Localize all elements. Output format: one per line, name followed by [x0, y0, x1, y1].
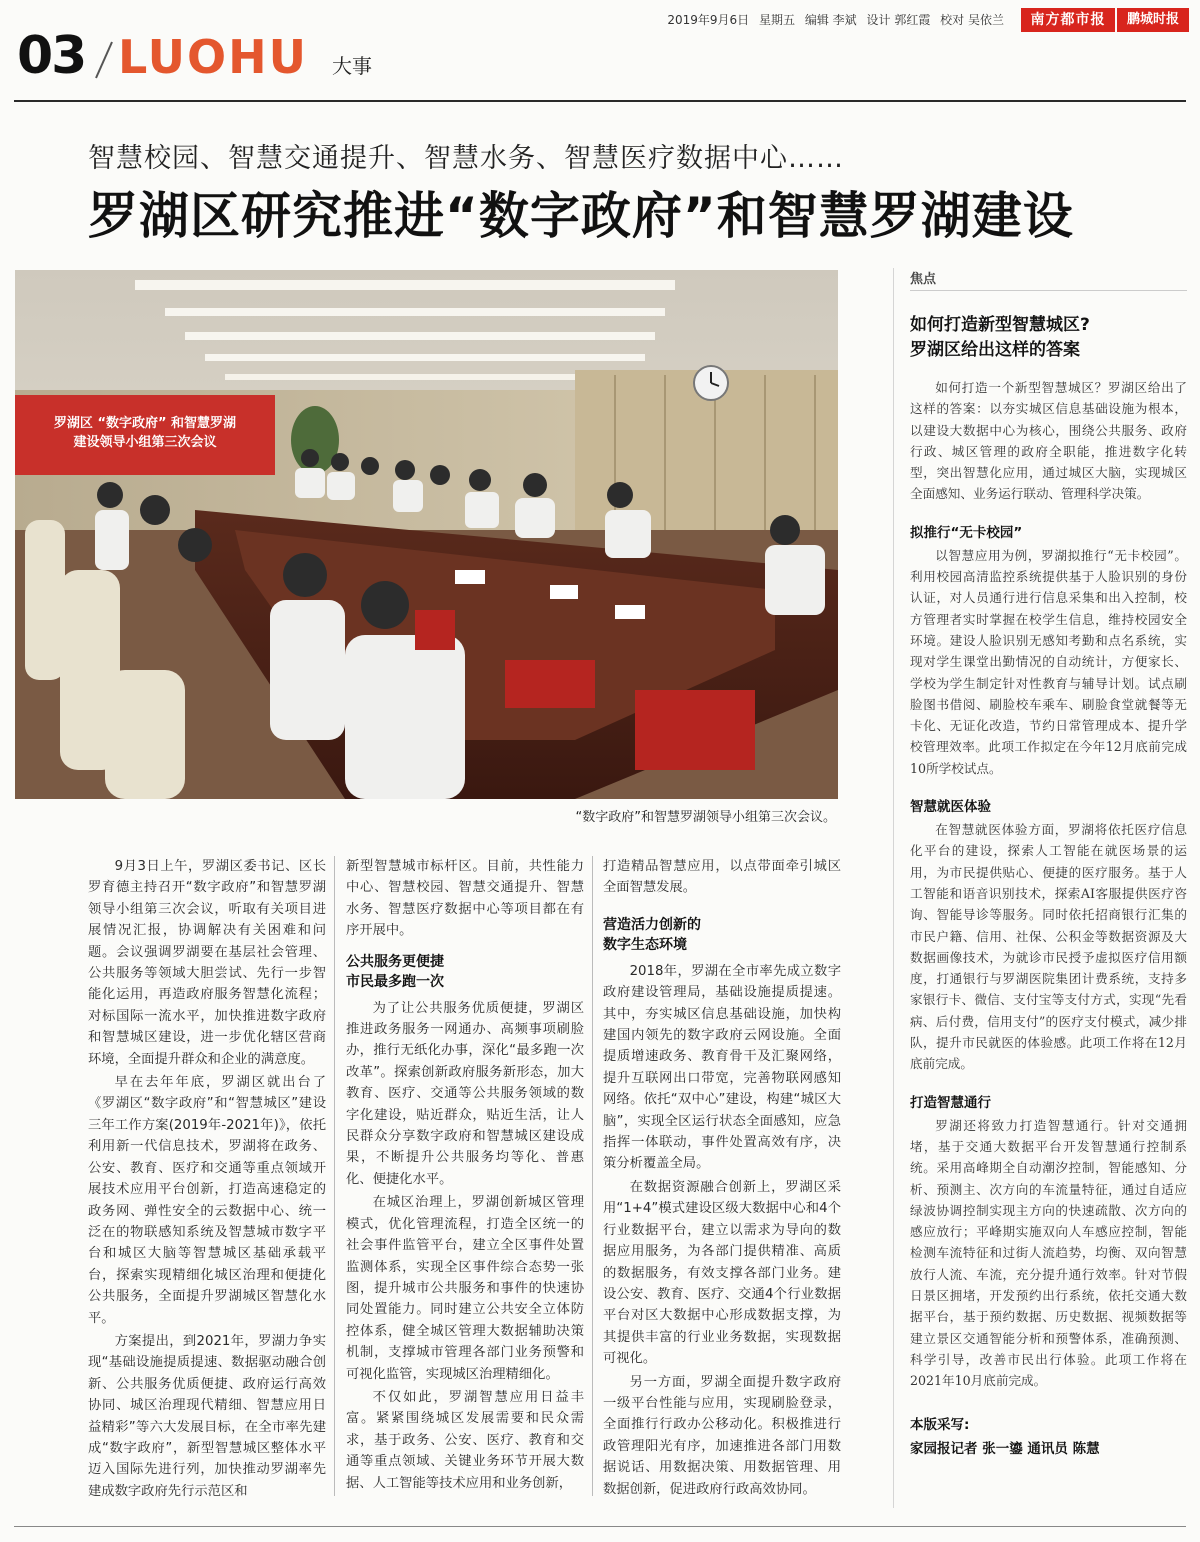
paragraph: 早在去年年底，罗湖区就出台了《罗湖区“数字政府”和“智慧城区”建设三年工作方案(2019年-2021年)》，依托利用新一代信息技术，罗湖将在政务、公安、教育、医疗和交通等重点领域开展技术应用平台创新，打造高速稳定的政务网、弹性安全的云数据中心、统一泛在的物联感知系统及智慧城市数字平台和城区大脑等智慧城区基础承载平台，探索实现精细化城区治理和便捷化公共服务，全面提升罗湖城区智慧化水平。 [88, 1075, 326, 1326]
heading-line: 营造活力创新的 [603, 916, 701, 933]
article-column-1 [88, 856, 326, 1504]
paragraph: 2018年，罗湖在全市率先成立数字政府建设管理局，基础设施提质提速。其中，夯实城区信息基础设施，加快构建国内领先的数字政府云网设施。全面提质增速政务、教育骨干及汇聚网络，提升互联网出口带宽，完善物联网感知网络。依托“双中心”建设，构建“城区大脑”，实现全区运行状态全面感知，应急指挥一体联动，事件处置高效有序，决策分析覆盖全局。 [603, 963, 841, 1172]
masthead-bar [0, 0, 1200, 34]
sidebar-paragraph: 以智慧应用为例，罗湖拟推行“无卡校园”。利用校园高清监控系统提供基于人脸识别的身份认证，对人员通行进行信息采集和出入控制，校方管理者实时掌握在校学生信息，维持校园安全环境。建设人脸识别无感知考勤和点名系统，实现对学生课堂出勤情况的自动统计，方便家长、学校为学生制定针对性教育与辅导计划。试点刷脸图书借阅、刷脸校车乘车、刷脸食堂就餐等无卡化、无证化改造，节约日常管理成本、提升学校管理效率。此项工作拟定在今年12月底前完成10所学校试点。 [910, 547, 1187, 776]
paragraph: 新型智慧城市标杆区。目前，共性能力中心、智慧校园、智慧交通提升、智慧水务、智慧医疗数据中心等项目都在有序开展中。 [346, 859, 584, 939]
article-column-3 [603, 856, 841, 1502]
paragraph: 方案提出，到2021年，罗湖力争实现“基础设施提质提速、数据驱动融合创新、公共服务优质便捷、政府运行高效协同、城区治理现代精细、智慧应用日益精彩”等六大发展目标，在全市率先建成“数字政府”，新型智慧城区整体水平迈入国际先进行列，加快推动罗湖率先建成数字政府先行示范区和 [88, 1333, 326, 1499]
slash-divider-icon [92, 40, 114, 80]
section-name: LUOHU [118, 30, 308, 84]
paragraph: 在数据资源融合创新上，罗湖区采用“1+4”模式建设区级大数据中心和4个行业数据平台，建立以需求为导向的数据应用服务，为各部门提供精准、高质的数据服务，有效支撑各部门业务。建设公安、教育、医疗、交通4个行业数据平台对区大数据中心形成数据支撑，为其提供丰富的行业业务数据，实现数据可视化。 [603, 1179, 841, 1367]
issue-meta [661, 11, 1004, 28]
heading-line: 数字生态环境 [603, 936, 687, 953]
designer-credit: 设计 郭红霞 [866, 13, 931, 27]
photo-banner-line2: 建设领导小组第三次会议 [73, 435, 217, 450]
section-subtitle: 大事 [332, 54, 372, 78]
section-heading [346, 952, 584, 992]
paragraph: 不仅如此，罗湖智慧应用日益丰富。紧紧围绕城区发展需要和民众需求，基于政务、公安、医疗、教育和交通等重点领域、关键业务环节开展大数据、人工智能等技术应用和业务创新， [346, 1389, 584, 1491]
sidebar-title [910, 313, 1187, 363]
sidebar-paragraph: 在智慧就医体验方面，罗湖将依托医疗信息化平台的建设，探索人工智能在就医场景的运用，为市民提供贴心、便捷的医疗服务。基于人工智能和语音识别技术，探索AI客服提供医疗咨询、智能导诊等服务。同时依托招商银行汇集的市民户籍、信用、社保、公积金等数据资源及大数据画像技术，为就诊市民授予虚拟医疗信用额度，打通银行与罗湖医院集团计费系统，支持多家银行卡、微信、支付宝等支付方式，实现“先看病、后付费，信用支付”的医疗支付模式，减少排队，提升市民就医的体验感。此项工作将在12月底前完成。 [910, 822, 1187, 1072]
heading-line: 公共服务更便捷 [346, 953, 444, 970]
sidebar-tag: 焦点 [910, 272, 937, 287]
focus-sidebar [910, 268, 1187, 1457]
heading-line: 市民最多跑一次 [346, 973, 444, 990]
header-rule [14, 100, 1186, 102]
section-heading [603, 915, 841, 955]
photo-caption: “数字政府”和智慧罗湖领导小组第三次会议。 [575, 810, 836, 825]
issue-weekday: 星期五 [759, 13, 796, 27]
credits: 家园报记者 张一鎏 通讯员 陈慧 [910, 1441, 1100, 1458]
page-number: 03 [17, 26, 86, 86]
sidebar-divider [893, 268, 894, 1508]
paragraph: 在城区治理上，罗湖创新城区管理模式，优化管理流程，打造全区统一的社会事件监管平台，建立全区事件处置监测体系，实现全区事件综合态势一张图，提升城市公共服务和事件的快速协同处置能力。同时建立公共安全立体防控体系，健全城区管理大数据辅助决策机制，支撑城市管理各部门业务预警和可视化监管，实现城区治理精细化。 [346, 1195, 584, 1382]
brand-logo: 鹏城时报 [1117, 8, 1189, 32]
article-kicker: 智慧校园、智慧交通提升、智慧水务、智慧医疗数据中心…… [88, 143, 844, 174]
sidebar-paragraph: 罗湖还将致力打造智慧通行。针对交通拥堵，基于交通大数据平台开发智慧通行控制系统。采用高峰期全自动潮汐控制，智能感知、分析、预测主、次方向的车流量特征，通过自适应绿波协调控制实现主方向的快速疏散、次方向的感应放行；平峰期实施双向人车感应控制，智能检测车流特征和过街人流趋势，均衡、双向智慧放行人流、车流，充分提升通行效率。针对节假日景区拥堵，开发预约出行系统，依托交通大数据平台，基于预约数据、历史数据、视频数据等建立景区交通智能分析和预警体系，准确预测、科学引导，改善市民出行体验。此项工作将在2021年10月底前完成。 [910, 1117, 1187, 1389]
photo-banner-line1: 罗湖区 “数字政府” 和智慧罗湖 [53, 416, 237, 431]
article-column-2 [346, 856, 584, 1496]
sidebar-title-line: 如何打造新型智慧城区? [910, 315, 1090, 335]
sidebar-heading: 智慧就医体验 [910, 799, 991, 816]
paragraph: 另一方面，罗湖全面提升数字政府一级平台性能与应用，实现刷脸登录，全面推行行政办公移动化。积极推进行政管理阳光有序，加速推进各部门用数据说话、用数据决策、用数据管理、用数据创新，促进政府行政高效协同。 [603, 1374, 841, 1497]
paragraph: 9月3日上午，罗湖区委书记、区长罗育德主持召开“数字政府”和智慧罗湖领导小组第三次会议，听取有关项目进展情况汇报，协调解决有关困难和问题。会议强调罗湖要在基层社会管理、公共服务等领域大胆尝试、先行一步智能化运用，再造政府服务智慧化流程；对标国际一流水平，加快推进数字政府和智慧城区建设，进一步优化辖区营商环境，全面提升群众和企业的满意度。 [88, 859, 326, 1067]
sidebar-heading: 打造智慧通行 [910, 1094, 991, 1111]
credits-label: 本版采写: [910, 1417, 970, 1434]
sidebar-rule [910, 290, 1187, 291]
sidebar-heading: 拟推行“无卡校园” [910, 524, 1023, 541]
column-divider [334, 856, 335, 1496]
sidebar-lead: 如何打造一个新型智慧城区？罗湖区给出了这样的答案：以夯实城区信息基础设施为根本，以建设大数据中心为核心，围绕公共服务、政府行政、城区管理的政府全职能，推进数字化转型，突出智慧化应用，通过城区大脑，实现城区全面感知、业务运行联动、管理科学决策。 [910, 380, 1187, 502]
sidebar-title-line: 罗湖区给出这样的答案 [910, 340, 1080, 360]
meeting-photo [15, 270, 838, 799]
paragraph: 打造精品智慧应用，以点带面牵引城区全面智慧发展。 [603, 859, 841, 896]
paragraph: 为了让公共服务优质便捷，罗湖区推进政务服务一网通办、高频事项刷脸办，推行无纸化办事，深化“最多跑一次改革”。探索创新政府服务新形态，加大教育、医疗、交通等公共服务领域的数字化建设，贴近群众，贴近生活，让人民群众分享数字政府和智慧城区建设成果，不断提升公共服务均等化、普惠化、便捷化水平。 [346, 1000, 584, 1187]
paper-logo: 南方都市报 [1021, 8, 1115, 32]
article-headline: 罗湖区研究推进“数字政府”和智慧罗湖建设 [88, 187, 1074, 245]
proofreader-credit: 校对 吴依兰 [940, 13, 1004, 27]
issue-date: 2019年9月6日 [667, 13, 750, 27]
column-divider [592, 856, 593, 1496]
footer-rule [14, 1526, 1186, 1527]
editor-credit: 编辑 李斌 [804, 13, 857, 27]
